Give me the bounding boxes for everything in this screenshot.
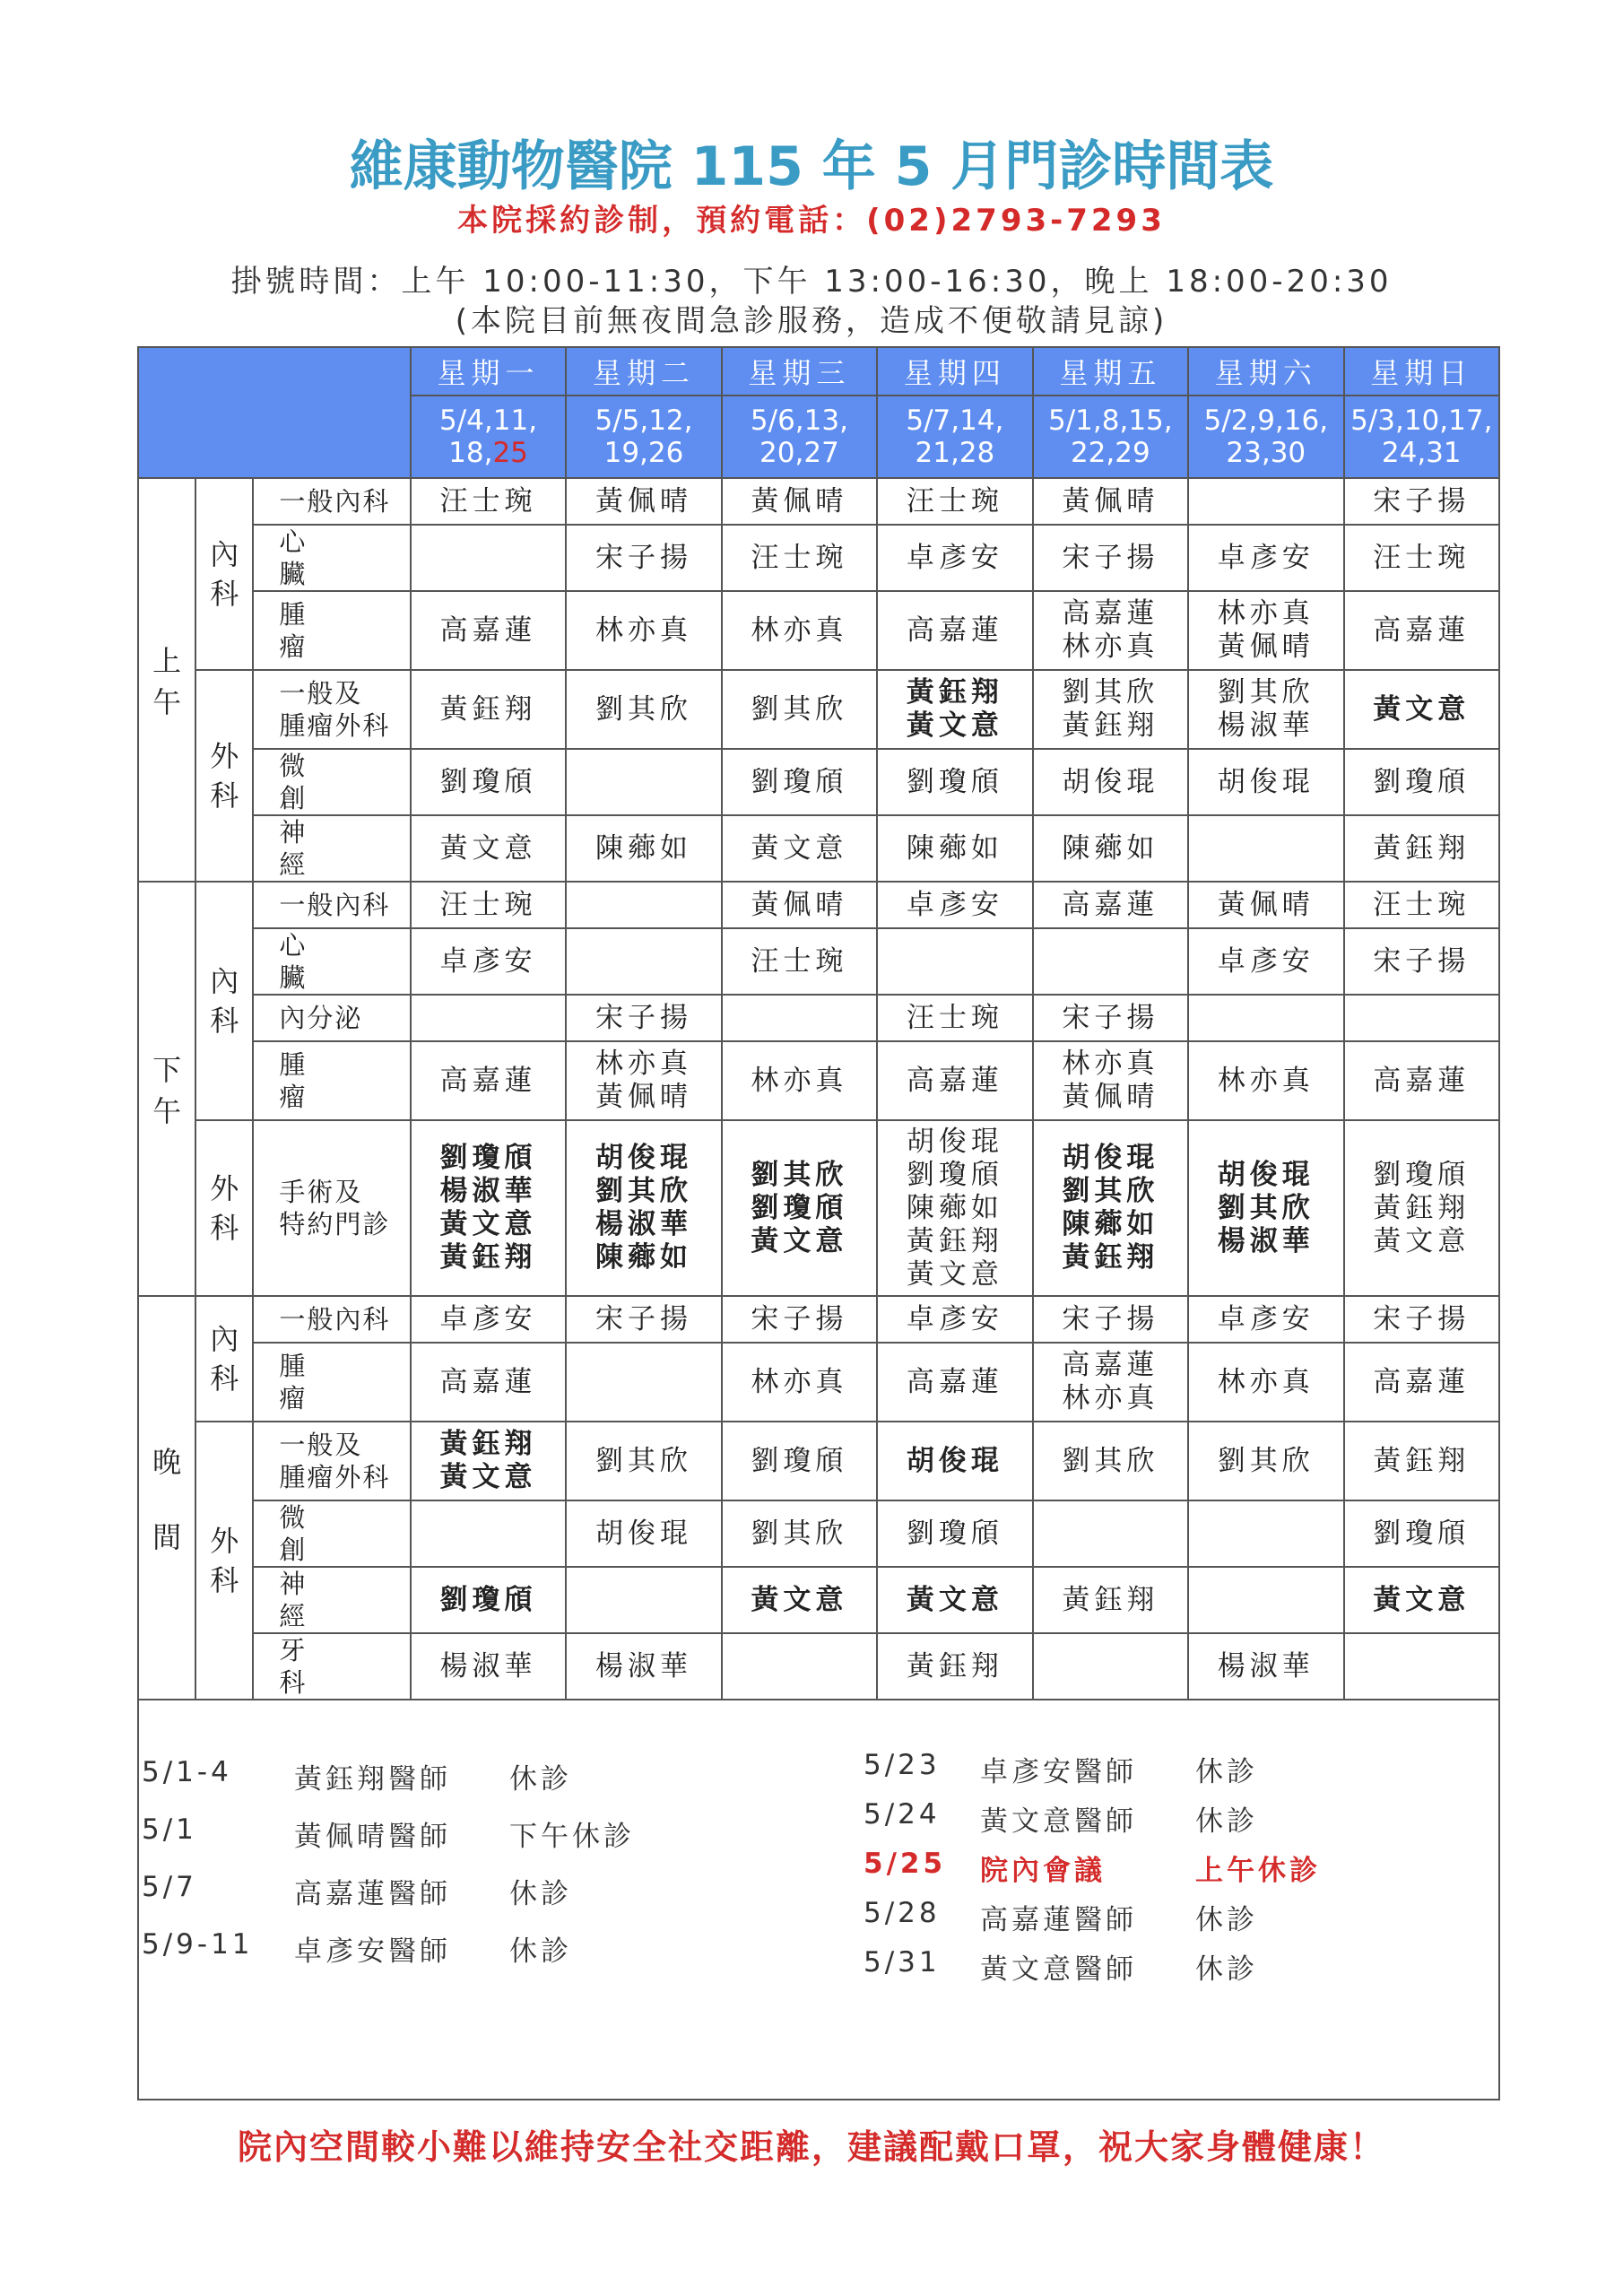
doctor-cell: 林亦真: [1188, 1041, 1343, 1120]
day-header: 星期日: [1344, 347, 1499, 396]
day-header: 星期五: [1033, 347, 1188, 396]
doctor-cell: 林亦真: [722, 1343, 877, 1422]
doctor-cell: 高嘉蓮: [877, 591, 1032, 670]
doctor-cell: 黃佩晴: [1033, 478, 1188, 525]
day-header: 星期一: [411, 347, 566, 396]
leave-who: 黃文意醫師: [980, 1805, 1137, 1838]
subspecialty-label: 手術及 特約門診: [253, 1120, 410, 1296]
leave-who: 卓彥安醫師: [294, 1935, 451, 1968]
doctor-cell: 胡俊琨: [566, 1500, 721, 1567]
doctor-cell: 高嘉蓮: [1344, 1041, 1499, 1120]
doctor-cell: 宋子揚: [1344, 1296, 1499, 1343]
doctor-cell: [566, 928, 721, 995]
doctor-cell: 黃鈺翔: [877, 1633, 1032, 1700]
doctor-cell: 卓彥安: [1188, 525, 1343, 591]
category-internal: 內 科: [195, 882, 253, 1120]
doctor-cell: 劉其欣: [566, 670, 721, 749]
doctor-cell: 黃文意: [1344, 670, 1499, 749]
doctor-cell: 劉其欣: [1188, 1422, 1343, 1500]
doctor-cell: 宋子揚: [566, 995, 721, 1041]
doctor-cell: 黃文意: [411, 815, 566, 882]
doctor-cell: 高嘉蓮: [1344, 1343, 1499, 1422]
category-internal: 內 科: [195, 478, 253, 670]
doctor-cell: 楊淑華: [566, 1633, 721, 1700]
leave-status: 休診: [1195, 1904, 1258, 1936]
session-morning: 上 午: [138, 478, 195, 882]
leave-date: 5/9-11: [142, 1928, 254, 1961]
doctor-cell: 高嘉蓮 林亦真: [1033, 1343, 1188, 1422]
doctor-cell: 胡俊琨 劉其欣 楊淑華 陳薌如: [566, 1120, 721, 1296]
doctor-cell: 胡俊琨: [1188, 749, 1343, 815]
leave-status: 休診: [1195, 1756, 1258, 1788]
subspecialty-label: 一般內科: [253, 882, 410, 928]
doctor-cell: 高嘉蓮: [411, 1041, 566, 1120]
subspecialty-label: 心臟: [253, 928, 410, 995]
registration-hours: 掛號時間：上午 10:00-11:30，下午 13:00-16:30，晚上 18:00-20:30: [230, 264, 1393, 300]
subspecialty-label: 一般內科: [253, 1296, 410, 1343]
leave-status: 上午休診: [1195, 1855, 1321, 1887]
doctor-cell: 劉瓊頎: [1344, 1500, 1499, 1567]
doctor-cell: [1344, 995, 1499, 1041]
doctor-cell: 胡俊琨 劉其欣 陳薌如 黃鈺翔: [1033, 1120, 1188, 1296]
doctor-cell: 高嘉蓮: [411, 591, 566, 670]
leave-date: 5/25: [864, 1848, 947, 1880]
leave-date: 5/24: [864, 1798, 941, 1831]
doctor-cell: 汪士琬: [1344, 525, 1499, 591]
doctor-cell: 黃鈺翔: [1033, 1567, 1188, 1633]
doctor-cell: 劉其欣 楊淑華: [1188, 670, 1343, 749]
doctor-cell: 汪士琬: [1344, 882, 1499, 928]
category-surgery: 外 科: [195, 1120, 253, 1296]
doctor-cell: 陳薌如: [877, 815, 1032, 882]
subspecialty-label: 神經: [253, 815, 410, 882]
subspecialty-label: 內分泌: [253, 995, 410, 1041]
doctor-cell: 高嘉蓮: [877, 1343, 1032, 1422]
leave-who: 高嘉蓮醫師: [294, 1878, 451, 1910]
doctor-cell: 宋子揚: [566, 525, 721, 591]
doctor-cell: 卓彥安: [411, 928, 566, 995]
leave-who: 黃鈺翔醫師: [294, 1763, 451, 1796]
category-internal: 內 科: [195, 1296, 253, 1422]
leave-date: 5/1: [142, 1813, 197, 1846]
subspecialty-label: 微創: [253, 749, 410, 815]
doctor-cell: 黃鈺翔 黃文意: [877, 670, 1032, 749]
doctor-cell: 劉瓊頎: [877, 749, 1032, 815]
doctor-cell: 黃佩晴: [1188, 882, 1343, 928]
leave-status: 休診: [1195, 1805, 1258, 1838]
doctor-cell: 陳薌如: [566, 815, 721, 882]
doctor-cell: 劉瓊頎: [722, 1422, 877, 1500]
date-header: 5/6,13, 20,27: [722, 396, 877, 478]
doctor-cell: 宋子揚: [1033, 995, 1188, 1041]
date-header: 5/2,9,16, 23,30: [1188, 396, 1343, 478]
leave-who: 高嘉蓮醫師: [980, 1904, 1137, 1936]
doctor-cell: 高嘉蓮 林亦真: [1033, 591, 1188, 670]
date-header: 5/1,8,15, 22,29: [1033, 396, 1188, 478]
doctor-cell: 胡俊琨: [1033, 749, 1188, 815]
subspecialty-label: 腫瘤: [253, 591, 410, 670]
doctor-cell: 宋子揚: [1033, 1296, 1188, 1343]
doctor-cell: 劉瓊頎: [411, 749, 566, 815]
doctor-cell: 劉瓊頎: [1344, 749, 1499, 815]
doctor-cell: 林亦真 黃佩晴: [1188, 591, 1343, 670]
doctor-cell: 林亦真: [1188, 1343, 1343, 1422]
doctor-cell: 林亦真 黃佩晴: [566, 1041, 721, 1120]
doctor-cell: 劉瓊頎: [722, 749, 877, 815]
leave-who: 黃文意醫師: [980, 1953, 1137, 1986]
doctor-cell: 高嘉蓮: [411, 1343, 566, 1422]
doctor-cell: [566, 882, 721, 928]
doctor-cell: 汪士琬: [877, 478, 1032, 525]
doctor-cell: 高嘉蓮: [877, 1041, 1032, 1120]
schedule-table: [137, 346, 1500, 1700]
leave-status: 下午休診: [509, 1821, 635, 1853]
doctor-cell: 黃鈺翔 黃文意: [411, 1422, 566, 1500]
leave-date: 5/23: [864, 1749, 941, 1781]
doctor-cell: 黃文意: [1344, 1567, 1499, 1633]
doctor-cell: 卓彥安: [1188, 1296, 1343, 1343]
doctor-cell: 林亦真: [722, 1041, 877, 1120]
doctor-cell: 黃鈺翔: [1344, 815, 1499, 882]
doctor-cell: 卓彥安: [877, 1296, 1032, 1343]
subspecialty-label: 心臟: [253, 525, 410, 591]
doctor-cell: 劉其欣 劉瓊頎 黃文意: [722, 1120, 877, 1296]
leave-status: 休診: [509, 1763, 572, 1796]
doctor-cell: [1188, 478, 1343, 525]
doctor-cell: 劉其欣: [1033, 1422, 1188, 1500]
header-corner: [138, 347, 411, 478]
doctor-cell: 高嘉蓮: [1033, 882, 1188, 928]
doctor-cell: 劉瓊頎 楊淑華 黃文意 黃鈺翔: [411, 1120, 566, 1296]
subspecialty-label: 神經: [253, 1567, 410, 1633]
date-header: 5/4,11, 18,25: [411, 396, 566, 478]
subspecialty-label: 一般及 腫瘤外科: [253, 670, 410, 749]
doctor-cell: 黃鈺翔: [1344, 1422, 1499, 1500]
doctor-cell: 黃鈺翔: [411, 670, 566, 749]
leave-date: 5/31: [864, 1946, 941, 1979]
subspecialty-label: 微創: [253, 1500, 410, 1567]
footer-message: 院內空間較小難以維持安全社交距離，建議配戴口罩，祝大家身體健康！: [237, 2127, 1385, 2167]
doctor-cell: [566, 749, 721, 815]
doctor-cell: 陳薌如: [1033, 815, 1188, 882]
doctor-cell: 林亦真: [722, 591, 877, 670]
doctor-cell: 胡俊琨 劉瓊頎 陳薌如 黃鈺翔 黃文意: [877, 1120, 1032, 1296]
subspecialty-label: 腫瘤: [253, 1041, 410, 1120]
doctor-cell: [1188, 1500, 1343, 1567]
doctor-cell: 黃佩晴: [566, 478, 721, 525]
subspecialty-label: 牙科: [253, 1633, 410, 1700]
doctor-cell: 胡俊琨 劉其欣 楊淑華: [1188, 1120, 1343, 1296]
highlight-date: 25: [492, 437, 528, 469]
doctor-cell: 林亦真 黃佩晴: [1033, 1041, 1188, 1120]
category-surgery: 外 科: [195, 1422, 253, 1700]
doctor-cell: [411, 525, 566, 591]
emergency-notice: (本院目前無夜間急診服務，造成不便敬請見諒): [455, 303, 1168, 339]
doctor-cell: [411, 1500, 566, 1567]
day-header: 星期四: [877, 347, 1032, 396]
doctor-cell: 劉其欣 黃鈺翔: [1033, 670, 1188, 749]
leave-date: 5/1-4: [142, 1756, 232, 1788]
doctor-cell: 劉瓊頎 黃鈺翔 黃文意: [1344, 1120, 1499, 1296]
doctor-cell: 劉瓊頎: [411, 1567, 566, 1633]
doctor-cell: 胡俊琨: [877, 1422, 1032, 1500]
leave-who: 院內會議: [980, 1855, 1106, 1887]
leave-who: 黃佩晴醫師: [294, 1821, 451, 1853]
subspecialty-label: 一般及 腫瘤外科: [253, 1422, 410, 1500]
doctor-cell: 宋子揚: [1033, 525, 1188, 591]
category-surgery: 外 科: [195, 670, 253, 882]
doctor-cell: 劉瓊頎: [877, 1500, 1032, 1567]
doctor-cell: [877, 928, 1032, 995]
page-title: 維康動物醫院 115 年 5 月門診時間表: [349, 135, 1274, 198]
day-header: 星期六: [1188, 347, 1343, 396]
leave-who: 卓彥安醫師: [980, 1756, 1137, 1788]
leave-date: 5/7: [142, 1871, 197, 1903]
session-evening: 晚 間: [138, 1296, 195, 1700]
subspecialty-label: 腫瘤: [253, 1343, 410, 1422]
subspecialty-label: 一般內科: [253, 478, 410, 525]
doctor-cell: 汪士琬: [411, 882, 566, 928]
doctor-cell: [1033, 1500, 1188, 1567]
leave-date: 5/28: [864, 1897, 941, 1929]
doctor-cell: 卓彥安: [1188, 928, 1343, 995]
doctor-cell: 卓彥安: [877, 882, 1032, 928]
doctor-cell: 汪士琬: [722, 928, 877, 995]
doctor-cell: 黃文意: [877, 1567, 1032, 1633]
doctor-cell: [1033, 928, 1188, 995]
date-header: 5/5,12, 19,26: [566, 396, 721, 478]
doctor-cell: 楊淑華: [411, 1633, 566, 1700]
doctor-cell: 宋子揚: [1344, 478, 1499, 525]
doctor-cell: 劉其欣: [566, 1422, 721, 1500]
doctor-cell: 黃佩晴: [722, 478, 877, 525]
doctor-cell: 黃文意: [722, 815, 877, 882]
doctor-cell: 汪士琬: [411, 478, 566, 525]
leave-status: 休診: [1195, 1953, 1258, 1986]
date-header: 5/7,14, 21,28: [877, 396, 1032, 478]
doctor-cell: 宋子揚: [566, 1296, 721, 1343]
doctor-cell: [566, 1343, 721, 1422]
leave-status: 休診: [509, 1935, 572, 1968]
doctor-cell: [1188, 995, 1343, 1041]
doctor-cell: [722, 995, 877, 1041]
session-afternoon: 下 午: [138, 882, 195, 1296]
leave-status: 休診: [509, 1878, 572, 1910]
doctor-cell: 高嘉蓮: [1344, 591, 1499, 670]
doctor-cell: 劉其欣: [722, 1500, 877, 1567]
doctor-cell: 汪士琬: [877, 995, 1032, 1041]
day-header: 星期三: [722, 347, 877, 396]
appointment-phone: 本院採約診制，預約電話：(02)2793-7293: [457, 203, 1166, 239]
doctor-cell: 卓彥安: [877, 525, 1032, 591]
doctor-cell: 楊淑華: [1188, 1633, 1343, 1700]
doctor-cell: 宋子揚: [1344, 928, 1499, 995]
doctor-cell: [411, 995, 566, 1041]
doctor-cell: 卓彥安: [411, 1296, 566, 1343]
doctor-cell: 汪士琬: [722, 525, 877, 591]
doctor-cell: 林亦真: [566, 591, 721, 670]
doctor-cell: 宋子揚: [722, 1296, 877, 1343]
doctor-cell: 黃文意: [722, 1567, 877, 1633]
day-header: 星期二: [566, 347, 721, 396]
doctor-cell: [1188, 815, 1343, 882]
doctor-cell: 黃佩晴: [722, 882, 877, 928]
doctor-cell: 劉其欣: [722, 670, 877, 749]
date-header: 5/3,10,17, 24,31: [1344, 396, 1499, 478]
